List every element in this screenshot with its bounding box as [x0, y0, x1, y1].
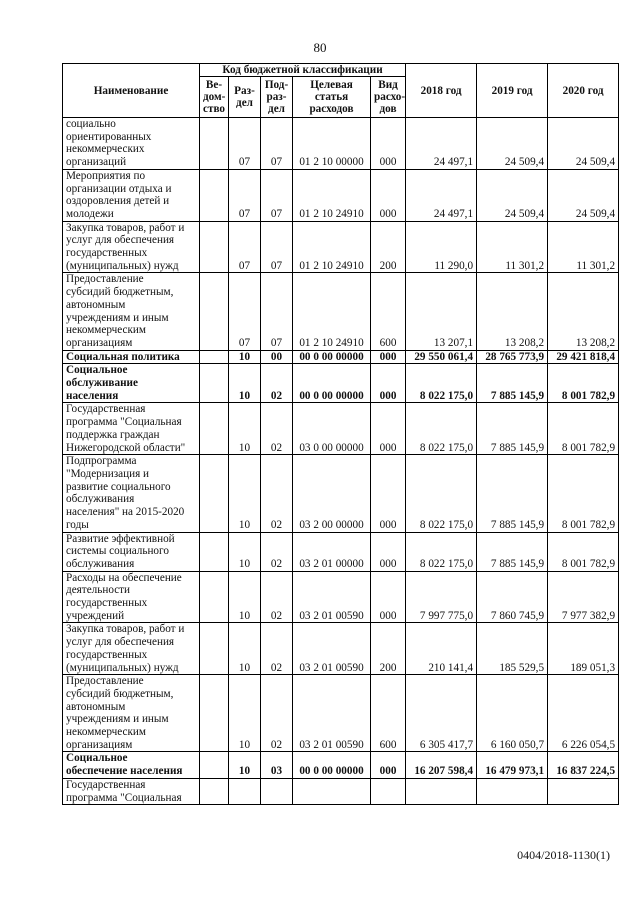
row-value-2019 [477, 778, 548, 804]
row-target-article: 01 2 10 24910 [293, 169, 371, 221]
row-name: Социальное обслуживание населения [63, 364, 200, 403]
row-expense-type: 000 [371, 169, 406, 221]
table-row [63, 169, 619, 221]
row-podrazdel: 02 [261, 532, 293, 571]
header-2020: 2020 год [548, 64, 619, 118]
row-target-article [293, 778, 371, 804]
table-header [63, 64, 619, 118]
table-body [63, 118, 619, 805]
row-value-2019: 24 509,4 [477, 169, 548, 221]
row-name: Развитие эффективной системы социального обслуживания [63, 532, 200, 571]
header-name: Наименование [63, 64, 200, 118]
row-target-article: 03 0 00 00000 [293, 403, 371, 455]
row-value-2018: 8 022 175,0 [406, 532, 477, 571]
row-value-2018: 8 022 175,0 [406, 364, 477, 403]
row-expense-type: 000 [371, 364, 406, 403]
row-value-2020: 189 051,3 [548, 623, 619, 675]
row-podrazdel: 03 [261, 752, 293, 778]
row-value-2020: 7 977 382,9 [548, 571, 619, 623]
row-value-2019: 7 885 145,9 [477, 364, 548, 403]
row-value-2018: 24 497,1 [406, 118, 477, 170]
table-row [63, 455, 619, 532]
table-row [63, 752, 619, 778]
row-razdel: 10 [229, 675, 261, 752]
row-expense-type: 000 [371, 571, 406, 623]
row-target-article: 01 2 10 24910 [293, 221, 371, 273]
row-target-article: 03 2 01 00590 [293, 675, 371, 752]
row-target-article: 03 2 01 00590 [293, 623, 371, 675]
row-value-2018: 11 290,0 [406, 221, 477, 273]
table-row [63, 364, 619, 403]
row-target-article: 03 2 00 00000 [293, 455, 371, 532]
row-value-2018: 29 550 061,4 [406, 350, 477, 364]
table-row [63, 118, 619, 170]
row-razdel: 10 [229, 532, 261, 571]
row-value-2018: 16 207 598,4 [406, 752, 477, 778]
row-target-article: 00 0 00 00000 [293, 364, 371, 403]
row-value-2018: 7 997 775,0 [406, 571, 477, 623]
row-vedomstvo [200, 364, 229, 403]
row-name: Закупка товаров, работ и услуг для обеспечения государственных (муниципальных) нужд [63, 221, 200, 273]
table-row [63, 273, 619, 350]
row-value-2019: 7 885 145,9 [477, 532, 548, 571]
row-value-2020: 11 301,2 [548, 221, 619, 273]
budget-table [62, 63, 619, 805]
row-target-article: 01 2 10 00000 [293, 118, 371, 170]
row-razdel: 07 [229, 273, 261, 350]
row-value-2019: 7 885 145,9 [477, 403, 548, 455]
row-razdel [229, 778, 261, 804]
row-vedomstvo [200, 221, 229, 273]
row-value-2020 [548, 778, 619, 804]
row-target-article: 03 2 01 00590 [293, 571, 371, 623]
row-vedomstvo [200, 675, 229, 752]
table-row [63, 623, 619, 675]
row-value-2020: 29 421 818,4 [548, 350, 619, 364]
row-value-2020: 8 001 782,9 [548, 364, 619, 403]
row-vedomstvo [200, 778, 229, 804]
row-value-2020: 24 509,4 [548, 169, 619, 221]
row-razdel: 07 [229, 118, 261, 170]
table-row [63, 221, 619, 273]
row-razdel: 10 [229, 623, 261, 675]
row-value-2018: 13 207,1 [406, 273, 477, 350]
row-value-2020: 8 001 782,9 [548, 532, 619, 571]
row-target-article: 03 2 01 00000 [293, 532, 371, 571]
row-value-2019: 24 509,4 [477, 118, 548, 170]
row-expense-type: 000 [371, 350, 406, 364]
row-value-2020: 8 001 782,9 [548, 403, 619, 455]
row-razdel: 10 [229, 455, 261, 532]
row-name: Закупка товаров, работ и услуг для обеспечения государственных (муниципальных) нужд [63, 623, 200, 675]
header-podrazdel: Под- раз- дел [261, 77, 293, 118]
header-2018: 2018 год [406, 64, 477, 118]
table-row [63, 350, 619, 364]
row-name: Расходы на обеспечение деятельности государственных учреждений [63, 571, 200, 623]
row-razdel: 10 [229, 350, 261, 364]
row-razdel: 10 [229, 752, 261, 778]
row-podrazdel: 00 [261, 350, 293, 364]
row-value-2020: 24 509,4 [548, 118, 619, 170]
table-row [63, 403, 619, 455]
row-target-article: 00 0 00 00000 [293, 350, 371, 364]
row-podrazdel: 07 [261, 273, 293, 350]
row-expense-type: 200 [371, 623, 406, 675]
row-expense-type: 600 [371, 273, 406, 350]
row-value-2019: 28 765 773,9 [477, 350, 548, 364]
row-podrazdel: 07 [261, 221, 293, 273]
row-name: Мероприятия по организации отдыха и оздоровления детей и молодежи [63, 169, 200, 221]
row-razdel: 10 [229, 571, 261, 623]
header-vedomstvo: Ве- дом- ство [200, 77, 229, 118]
row-value-2019: 7 860 745,9 [477, 571, 548, 623]
header-budget-code-group: Код бюджетной классификации [200, 64, 406, 77]
row-name: Предоставление субсидий бюджетным, автономным учреждениям и иным некоммерческим организациям [63, 675, 200, 752]
header-razdel: Раз- дел [229, 77, 261, 118]
row-expense-type: 000 [371, 455, 406, 532]
row-vedomstvo [200, 623, 229, 675]
row-podrazdel: 07 [261, 118, 293, 170]
table-row [63, 532, 619, 571]
row-name: Социальная политика [63, 350, 200, 364]
header-2019: 2019 год [477, 64, 548, 118]
row-vedomstvo [200, 350, 229, 364]
row-expense-type: 000 [371, 403, 406, 455]
row-value-2018: 6 305 417,7 [406, 675, 477, 752]
row-value-2019: 7 885 145,9 [477, 455, 548, 532]
row-value-2019: 13 208,2 [477, 273, 548, 350]
row-podrazdel: 02 [261, 455, 293, 532]
row-value-2018 [406, 778, 477, 804]
row-vedomstvo [200, 403, 229, 455]
table-row [63, 571, 619, 623]
row-razdel: 07 [229, 221, 261, 273]
page-number: 80 [313, 40, 327, 55]
row-podrazdel: 02 [261, 623, 293, 675]
row-podrazdel: 02 [261, 571, 293, 623]
row-value-2018: 8 022 175,0 [406, 403, 477, 455]
row-value-2018: 8 022 175,0 [406, 455, 477, 532]
row-name: Подпрограмма "Модернизация и развитие социального обслуживания населения" на 2015-2020 годы [63, 455, 200, 532]
row-vedomstvo [200, 118, 229, 170]
row-value-2018: 210 141,4 [406, 623, 477, 675]
header-expense-type: Вид расхо- дов [371, 77, 406, 118]
row-value-2019: 11 301,2 [477, 221, 548, 273]
row-expense-type [371, 778, 406, 804]
table-row [63, 778, 619, 804]
row-expense-type: 000 [371, 752, 406, 778]
row-vedomstvo [200, 273, 229, 350]
row-razdel: 07 [229, 169, 261, 221]
row-razdel: 10 [229, 403, 261, 455]
row-podrazdel: 02 [261, 364, 293, 403]
row-expense-type: 000 [371, 118, 406, 170]
row-name: Государственная программа "Социальная поддержка граждан Нижегородской области" [63, 403, 200, 455]
row-value-2019: 185 529,5 [477, 623, 548, 675]
header-target-article: Целевая статья расходов [293, 77, 371, 118]
row-podrazdel [261, 778, 293, 804]
row-target-article: 00 0 00 00000 [293, 752, 371, 778]
row-expense-type: 600 [371, 675, 406, 752]
row-value-2020: 8 001 782,9 [548, 455, 619, 532]
row-podrazdel: 07 [261, 169, 293, 221]
row-name: Предоставление субсидий бюджетным, автономным учреждениям и иным некоммерческим организациям [63, 273, 200, 350]
row-value-2018: 24 497,1 [406, 169, 477, 221]
row-expense-type: 200 [371, 221, 406, 273]
row-name: Социальное обеспечение населения [63, 752, 200, 778]
row-vedomstvo [200, 455, 229, 532]
document-code: 0404/2018-1130(1) [517, 848, 610, 862]
table-row [63, 675, 619, 752]
row-target-article: 01 2 10 24910 [293, 273, 371, 350]
row-name: социально ориентированных некоммерческих организаций [63, 118, 200, 170]
row-name: Государственная программа "Социальная [63, 778, 200, 804]
row-podrazdel: 02 [261, 675, 293, 752]
row-podrazdel: 02 [261, 403, 293, 455]
row-value-2020: 13 208,2 [548, 273, 619, 350]
row-vedomstvo [200, 752, 229, 778]
row-value-2020: 6 226 054,5 [548, 675, 619, 752]
row-value-2019: 6 160 050,7 [477, 675, 548, 752]
row-vedomstvo [200, 571, 229, 623]
row-razdel: 10 [229, 364, 261, 403]
row-vedomstvo [200, 532, 229, 571]
row-value-2019: 16 479 973,1 [477, 752, 548, 778]
row-expense-type: 000 [371, 532, 406, 571]
row-vedomstvo [200, 169, 229, 221]
row-value-2020: 16 837 224,5 [548, 752, 619, 778]
